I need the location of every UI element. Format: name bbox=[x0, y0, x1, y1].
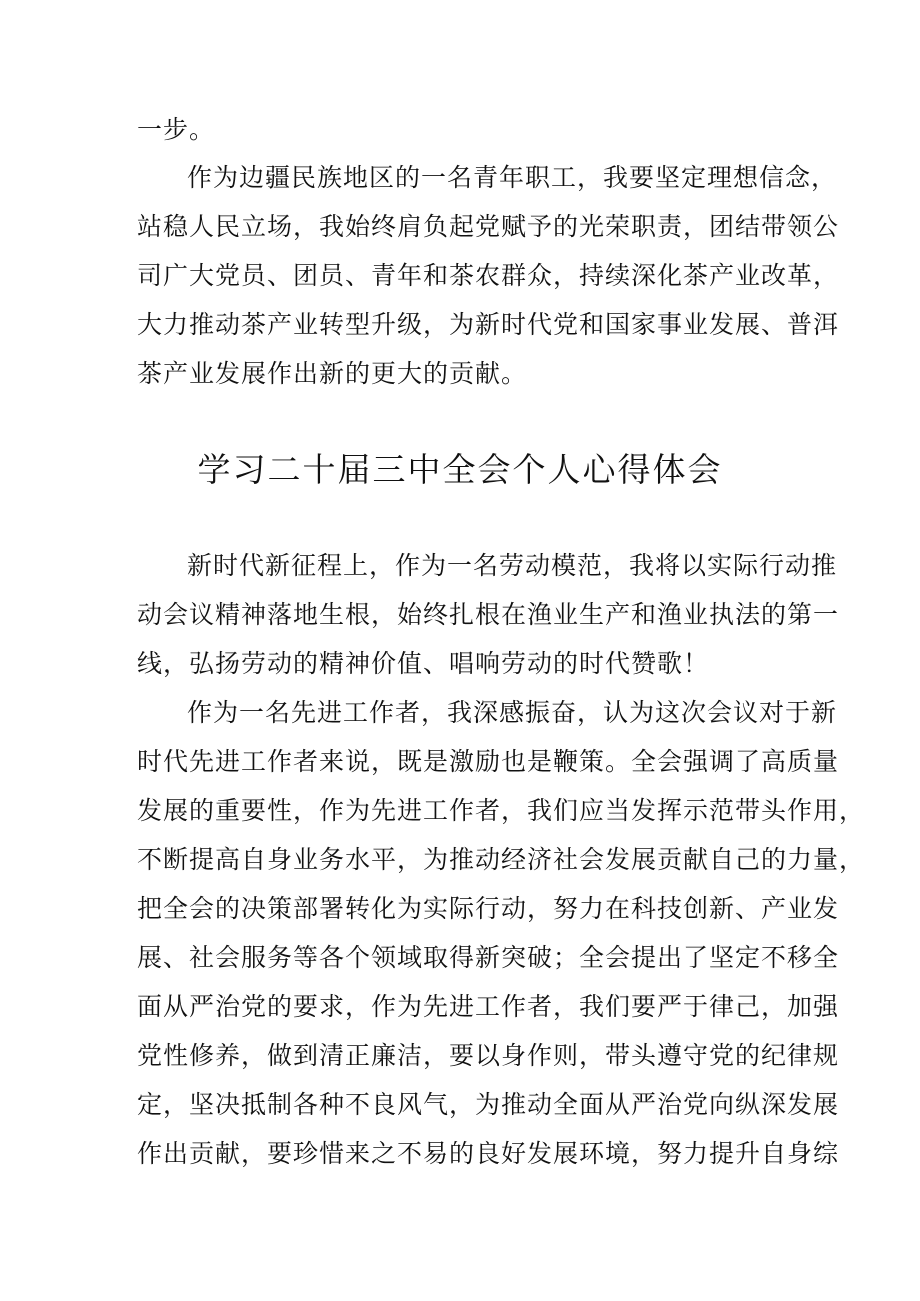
paragraph-line: 定，坚决抵制各种不良风气，为推动全面从严治党向纵深发展 bbox=[137, 1090, 840, 1119]
paragraph-line: 发展的重要性，作为先进工作者，我们应当发挥示范带头作用， bbox=[137, 796, 866, 825]
paragraph-line: 时代先进工作者来说，既是激励也是鞭策。全会强调了高质量 bbox=[137, 747, 840, 776]
paragraph-line: 司广大党员、团员、青年和茶农群众，持续深化茶产业改革， bbox=[137, 261, 840, 290]
paragraph-line: 展、社会服务等各个领域取得新突破；全会提出了坚定不移全 bbox=[137, 943, 840, 972]
paragraph-line: 大力推动茶产业转型升级，为新时代党和国家事业发展、普洱 bbox=[137, 310, 840, 339]
paragraph-line: 站稳人民立场，我始终肩负起党赋予的光荣职责，团结带领公 bbox=[137, 212, 840, 241]
paragraph-line: 党性修养，做到清正廉洁，要以身作则，带头遵守党的纪律规 bbox=[137, 1041, 840, 1070]
paragraph-line: 不断提高自身业务水平，为推动经济社会发展贡献自己的力量， bbox=[137, 845, 866, 874]
paragraph-line: 作为一名先进工作者，我深感振奋，认为这次会议对于新 bbox=[187, 698, 838, 727]
paragraph-line: 动会议精神落地生根，始终扎根在渔业生产和渔业执法的第一 bbox=[137, 600, 840, 629]
paragraph-line: 新时代新征程上，作为一名劳动模范，我将以实际行动推 bbox=[187, 551, 838, 580]
paragraph-line: 作出贡献，要珍惜来之不易的良好发展环境，努力提升自身综 bbox=[137, 1139, 840, 1168]
continuation-line: 一步。 bbox=[137, 115, 216, 144]
paragraph-line: 面从严治党的要求，作为先进工作者，我们要严于律己，加强 bbox=[137, 992, 840, 1021]
paragraph-line: 作为边疆民族地区的一名青年职工，我要坚定理想信念， bbox=[187, 163, 838, 192]
paragraph-line: 把全会的决策部署转化为实际行动，努力在科技创新、产业发 bbox=[137, 894, 840, 923]
paragraph-line: 茶产业发展作出新的更大的贡献。 bbox=[137, 359, 528, 388]
paragraph-line: 线，弘扬劳动的精神价值、唱响劳动的时代赞歌！ bbox=[137, 649, 710, 678]
page-title: 学习二十届三中全会个人心得体会 bbox=[197, 450, 723, 489]
